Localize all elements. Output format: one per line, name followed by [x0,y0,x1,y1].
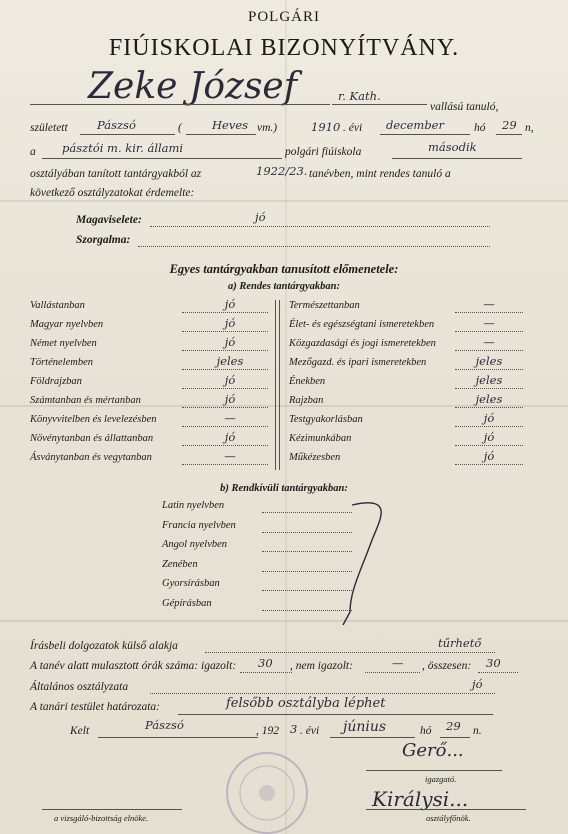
subject-grade: — [483,316,495,330]
absence-total: 30 [486,656,501,670]
extra-subject-dots [262,551,352,552]
extra-subject-label: Gépírásban [162,597,212,609]
paren-open: ( [178,122,182,134]
teacher-label: osztályfőnök. [426,813,471,823]
class-value: második [428,140,477,154]
written-value: tűrhető [438,636,482,650]
kelt-label: Kelt [70,725,90,737]
county: Heves [212,118,249,132]
subject-label: Földrajzban [30,376,82,387]
page-title: FIÚISKOLAI BIZONYÍTVÁNY. [108,35,460,61]
subject-label: Rajzban [289,395,324,406]
subject-grade: jó [224,430,236,444]
date-ho: hó [420,725,432,737]
director-label: igazgató. [425,774,457,784]
subject-label: Műkézesben [289,452,341,463]
subject-grade: jeles [475,392,503,406]
subject-dots [182,331,268,332]
subject-label: Kézimunkában [289,433,352,444]
birth-month: december [386,118,444,132]
subject-grade: — [483,297,495,311]
conduct-value: jó [255,210,266,224]
county-suffix: vm.) [257,122,278,134]
subject-dots [182,312,268,313]
ho-label: hó [474,122,486,134]
school-year: 1922/23. [256,164,308,178]
born-label: született [30,122,68,134]
subject-dots [182,426,268,427]
subject-dots [455,388,523,389]
n-label: n, [525,122,534,134]
date-day: 29 [446,719,461,733]
extra-subject-dots [262,571,352,572]
regular-subjects [0,297,568,475]
subject-dots [182,369,268,370]
subject-dots [455,407,523,408]
subject-label: Könyvvitelben és levelezésben [30,414,157,425]
subject-dots [182,464,268,465]
subject-label: Énekben [289,376,326,387]
subject-label: Ásványtanban és vegytanban [30,452,152,463]
subject-grade: — [483,335,495,349]
school-name: pásztói m. kir. állami [62,141,184,155]
absence-label: A tanév alatt mulasztott órák száma: igazolt: [30,660,237,672]
intro-1: osztályában tanított tantárgyakból az [30,168,202,180]
birth-year: 1910 [311,120,341,134]
subject-dots [455,445,523,446]
conduct-label: Magaviselete: [76,214,142,226]
subject-label: Vallástanban [30,300,85,311]
general-value: jó [472,677,483,691]
subject-label: Testgyakorlásban [289,414,363,425]
date-month: június [343,719,387,735]
date-n: n. [473,725,482,737]
subject-grade: jó [483,430,495,444]
subject-label: Történelemben [30,357,93,368]
school-suffix: polgári fiúiskola [285,146,362,158]
decision-value: felsőbb osztályba léphet [226,696,386,711]
director-signature: Gerő... [402,740,464,761]
student-name: Zeke József [88,66,298,107]
subject-grade: — [224,449,236,463]
teacher-signature: Királysi... [372,787,469,811]
extra-subject-label: Angol nyelvben [162,539,228,550]
regular-title: a) Rendes tantárgyakban: [227,281,340,292]
general-label: Általános osztályzata [30,681,129,693]
subject-dots [182,350,268,351]
absence-unjustified: — [392,656,404,670]
intro-2: tanévben, mint rendes tanuló a [309,168,451,180]
subject-label: Magyar nyelvben [30,319,104,330]
extra-subject-dots [262,532,352,533]
a-label: a [30,146,36,158]
subject-grade: jeles [216,354,244,368]
subject-dots [455,350,523,351]
subject-grade: jó [224,297,236,311]
subject-grade: jeles [475,373,503,387]
year-prefix: , 192 [256,725,279,737]
diligence-label: Szorgalma: [76,234,131,246]
subject-label: Mezőgazd. és ipari ismeretekben [289,357,427,368]
subject-label: Természettanban [289,300,360,311]
extra-subjects [0,500,568,620]
extra-subject-label: Latin nyelvben [162,500,225,511]
subject-label: Közgazdasági és jogi ismeretekben [289,338,436,349]
subject-grade: jó [224,373,236,387]
decision-label: A tanári testület határozata: [30,701,161,713]
extra-subject-label: Gyorsírásban [162,578,220,589]
extra-title: b) Rendkívüli tantárgyakban: [220,483,348,494]
section-title: Egyes tantárgyakban tanusított előmenetele: [169,262,399,276]
subject-grade: jó [224,392,236,406]
extra-subject-dots [262,610,352,611]
exam-label: a vizsgáló-bizottság elnöke. [54,813,149,823]
subject-dots [455,426,523,427]
religion-value: r. Kath. [338,89,381,103]
subject-dots [455,369,523,370]
evi-label: . évi [343,122,363,134]
subject-label: Élet- és egészségtani ismeretekben [289,319,435,330]
subject-grade: jó [483,411,495,425]
subject-dots [182,445,268,446]
religion-suffix: vallású tanuló, [430,101,499,113]
birth-day: 29 [502,118,517,132]
date-evi: . évi [300,725,320,737]
intro-3: következő osztályzatokat érdemelte: [30,187,195,199]
nem-igazolt-label: , nem igazolt: [290,660,353,672]
subject-label: Növénytanban és állattanban [30,433,154,444]
subject-dots [455,312,523,313]
subject-label: Számtanban és mértanban [30,395,141,406]
extra-subject-label: Zenében [162,558,198,570]
extra-subject-dots [262,590,352,591]
subject-dots [182,407,268,408]
subject-grade: jó [483,449,495,463]
year-digit: 3 [290,722,298,736]
extra-subject-dots [262,512,352,513]
date-place: Pászsó [145,718,184,732]
subject-label: Német nyelvben [30,338,97,349]
birth-place: Pászsó [97,118,136,132]
osszesen-label: , összesen: [422,660,472,672]
subject-grade: — [224,411,236,425]
subject-grade: jeles [475,354,503,368]
subject-dots [455,464,523,465]
subject-grade: jó [224,335,236,349]
extra-subject-label: Francia nyelvben [162,519,236,531]
subject-dots [182,388,268,389]
absence-justified: 30 [258,656,273,670]
subject-grade: jó [224,316,236,330]
written-label: Írásbeli dolgozatok külső alakja [30,640,178,652]
school-stamp [222,748,312,834]
subject-dots [455,331,523,332]
header-line1: POLGÁRI [247,9,320,25]
